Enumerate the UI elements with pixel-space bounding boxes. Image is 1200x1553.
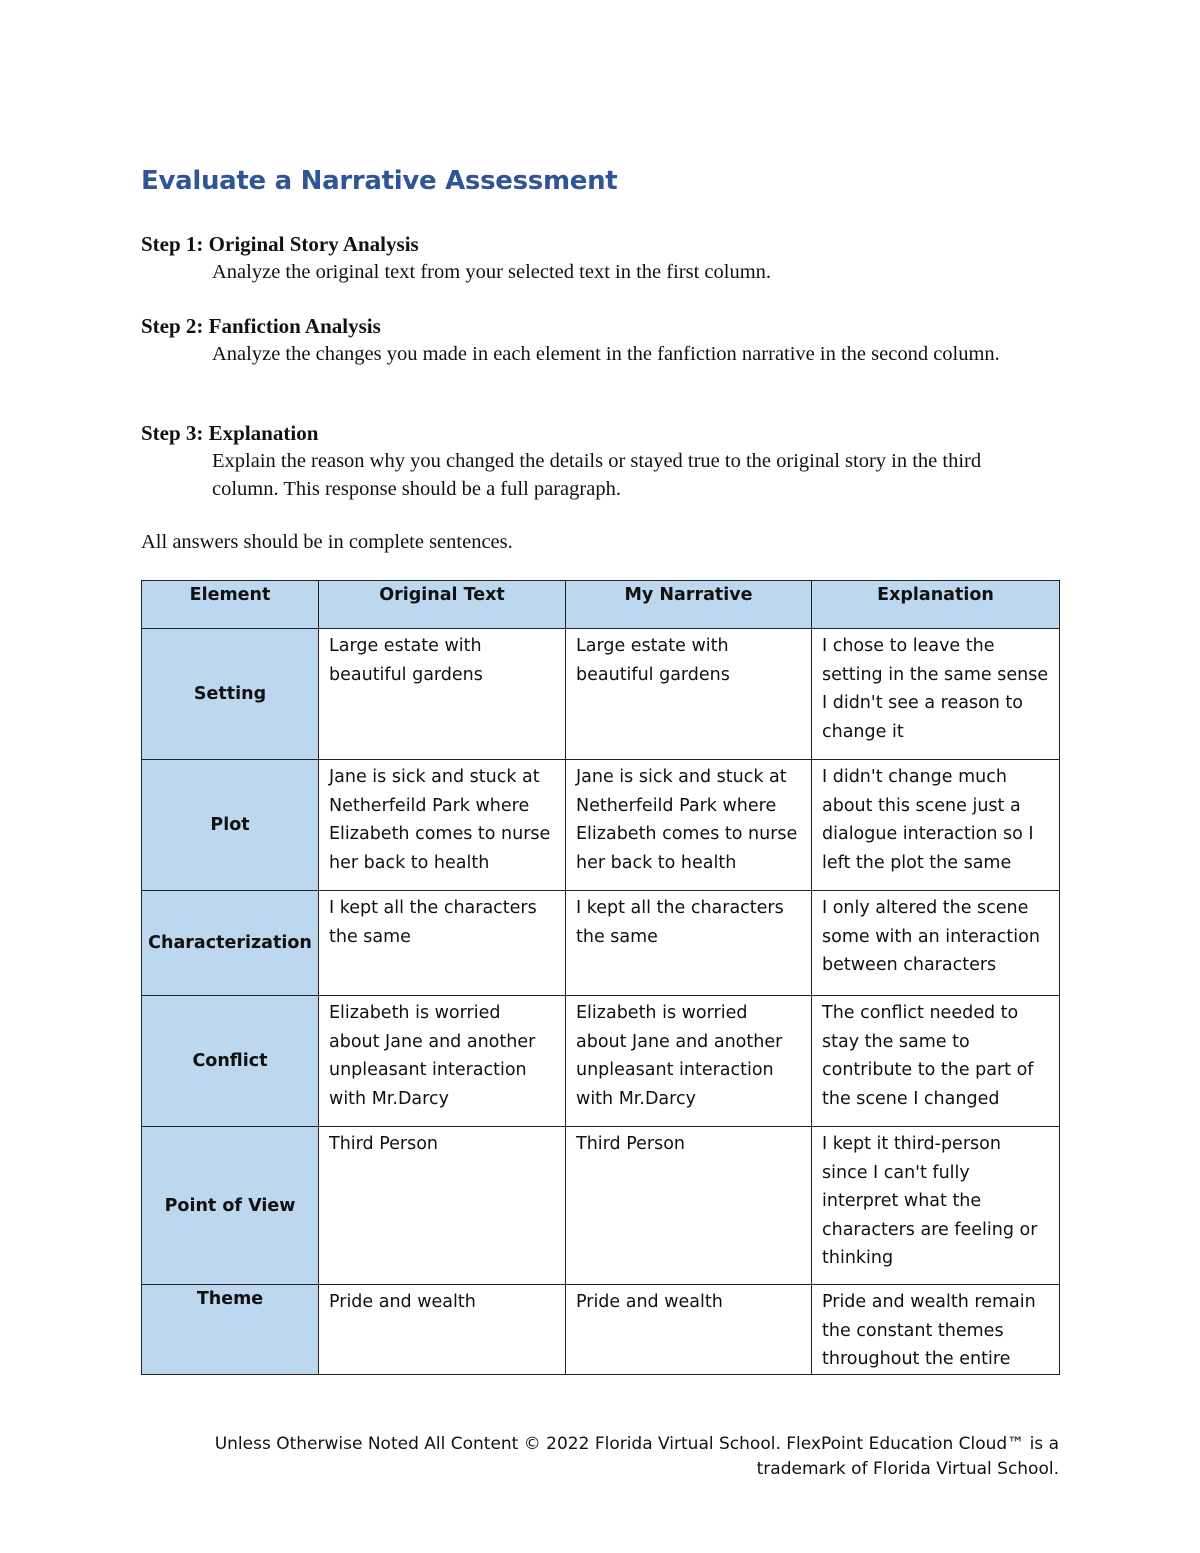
explanation-cell: I didn't change much about this scene just a dialogue interaction so I left the plot the same [812,760,1060,891]
step-2-heading: Step 2: Fanfiction Analysis [141,314,381,338]
step-3-heading: Step 3: Explanation [141,421,319,445]
narrative-cell: Elizabeth is worried about Jane and another unpleasant interaction with Mr.Darcy [566,996,812,1127]
step-1-heading: Step 1: Original Story Analysis [141,232,419,256]
table-row [142,1285,1060,1375]
element-cell: Theme [142,1285,319,1375]
header-explanation: Explanation [812,581,1060,629]
header-my-narrative: My Narrative [566,581,812,629]
step-2 [141,312,1052,368]
element-cell: Plot [142,760,319,891]
table-row [142,996,1060,1127]
element-cell: Conflict [142,996,319,1127]
element-cell: Setting [142,629,319,760]
table-header-row [142,581,1060,629]
step-2-body: Analyze the changes you made in each element in the fanfiction narrative in the second column. [212,343,1000,365]
narrative-cell: Large estate with beautiful gardens [566,629,812,760]
header-original-text: Original Text [319,581,566,629]
element-cell: Point of View [142,1127,319,1285]
footer-line-1: Unless Otherwise Noted All Content © 2022 Florida Virtual School. FlexPoint Education Cloud™ is a [214,1434,1059,1454]
page-title: Evaluate a Narrative Assessment [141,166,618,196]
element-cell: Characterization [142,891,319,996]
narrative-cell: I kept all the characters the same [566,891,812,996]
table-row [142,1127,1060,1285]
explanation-cell: I chose to leave the setting in the same sense I didn't see a reason to change it [812,629,1060,760]
step-1 [141,230,1052,286]
original-text-cell: Large estate with beautiful gardens [319,629,566,760]
step-1-body: Analyze the original text from your selected text in the first column. [212,261,772,283]
instructions-note: All answers should be in complete sentences. [141,531,513,553]
explanation-cell: The conflict needed to stay the same to contribute to the part of the scene I changed [812,996,1060,1127]
explanation-cell: I kept it third-person since I can't fully interpret what the characters are feeling or thinking [812,1127,1060,1285]
explanation-cell: I only altered the scene some with an interaction between characters [812,891,1060,996]
step-3-body: Explain the reason why you changed the details or stayed true to the original story in the third column. This response should be a full paragraph. [212,450,982,500]
original-text-cell: Jane is sick and stuck at Netherfeild Park where Elizabeth comes to nurse her back to health [319,760,566,891]
table-row [142,629,1060,760]
narrative-cell: Jane is sick and stuck at Netherfeild Park where Elizabeth comes to nurse her back to health [566,760,812,891]
explanation-cell: Pride and wealth remain the constant themes throughout the entire [812,1285,1060,1375]
original-text-cell: Elizabeth is worried about Jane and another unpleasant interaction with Mr.Darcy [319,996,566,1127]
step-3 [141,419,1052,503]
original-text-cell: Third Person [319,1127,566,1285]
table-row [142,891,1060,996]
narrative-cell: Pride and wealth [566,1285,812,1375]
analysis-table [141,580,1060,1375]
copyright-footer [215,1432,1059,1482]
header-element: Element [142,581,319,629]
table-row [142,760,1060,891]
original-text-cell: I kept all the characters the same [319,891,566,996]
narrative-cell: Third Person [566,1127,812,1285]
footer-line-2: trademark of Florida Virtual School. [756,1459,1059,1479]
original-text-cell: Pride and wealth [319,1285,566,1375]
